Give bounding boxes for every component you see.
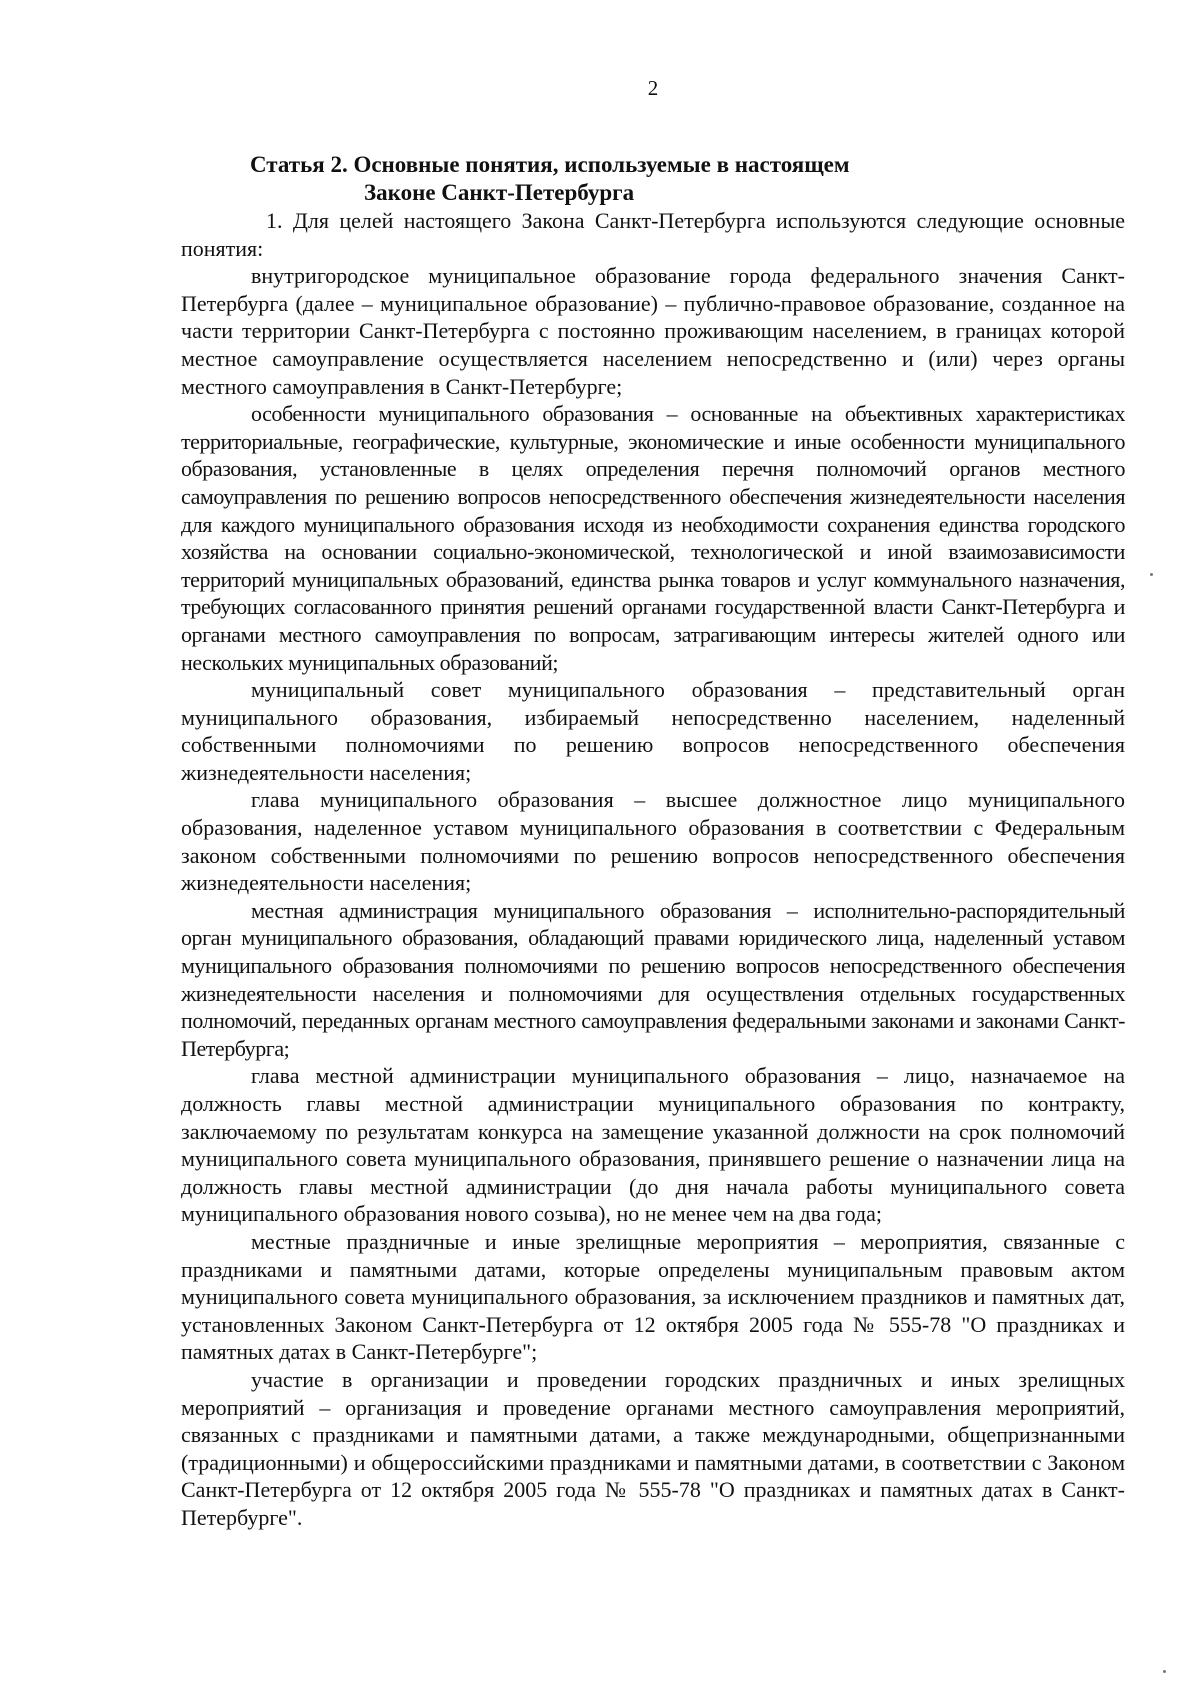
article-heading <box>250 151 1010 207</box>
paragraph-definition-head-of-administration: глава местной администрации муниципального образования – лицо, назначаемое на должность главы местной администрации муниципального образования по контракту, заключаемому по результатам конкурса на замещение указанной должности на срок полномочий муниципального совета муниципального образования, принявшего решение о назначении лица на должность главы местной администрации (до дня начала работы муниципального совета муниципального образования нового созыва), но не менее чем на два года; <box>181 1063 1125 1227</box>
paragraph-intro: 1. Для целей настоящего Закона Санкт-Петербурга используются следующие основные понятия: <box>181 208 1125 261</box>
article-body <box>181 207 1125 1532</box>
scan-speck <box>1150 573 1153 576</box>
paragraph-definition-local-events: местные праздничные и иные зрелищные мероприятия – мероприятия, связанные с праздниками и памятными датами, которые определены муниципальным правовым актом муниципального совета муниципального образования, за исключением праздников и памятных дат, установленных Законом Санкт-Петербурга от 12 октября 2005 года № 555-78 "О праздниках и памятных датах в Санкт-Петербурге"; <box>181 1228 1125 1365</box>
paragraph-definition-municipal-council: муниципальный совет муниципального образования – представительный орган муниципального образования, избираемый непосредственно населением, наделенный собственными полномочиями по решению вопросов непосредственного обеспечения жизнедеятельности населения; <box>181 677 1125 785</box>
page-number: 2 <box>647 76 659 100</box>
paragraph-definition-city-events: участие в организации и проведении городских праздничных и иных зрелищных мероприятий – организация и проведение органами местного самоуправления мероприятий, связанных с праздниками и памятными датами, а также международными, общепризнанными (традиционными) и общероссийскими праздниками и памятными датами, в соответствии с Законом Санкт-Петербурга от 12 октября 2005 года № 555-78 "О праздниках и памятных датах в Санкт-Петербурге". <box>181 1366 1125 1530</box>
paragraph-definition-head-of-municipality: глава муниципального образования – высшее должностное лицо муниципального образования, наделенное уставом муниципального образования в соответствии с Федеральным законом собственными полномочиями по решению вопросов непосредственного обеспечения жизнедеятельности населения; <box>181 787 1125 896</box>
scan-speck <box>1163 1670 1166 1673</box>
paragraph-definition-local-administration: местная администрация муниципального образования – исполнительно-распорядительный орган муниципального образования, обладающий правами юридического лица, наделенный уставом муниципального образования полномочиями по решению вопросов непосредственного обеспечения жизнедеятельности населения и полномочиями для осуществления отдельных государственных полномочий, переданных органам местного самоуправления федеральными законами и законами Санкт-Петербурга; <box>181 897 1125 1061</box>
article-title-line-2: Законе Санкт-Петербурга <box>364 180 635 205</box>
article-title-line-1: Статья 2. Основные понятия, используемые в настоящем <box>250 152 850 177</box>
paragraph-definition-municipal-formation: внутригородское муниципальное образование города федерального значения Санкт-Петербурга (далее – муниципальное образование) – публично-правовое образование, созданное на части территории Санкт-Петербурга с постоянно проживающим населением, в границах которой местное самоуправление осуществляется населением непосредственно и (или) через органы местного самоуправления в Санкт-Петербурге; <box>181 263 1125 399</box>
paragraph-definition-features: особенности муниципального образования – основанные на объективных характеристиках территориальные, географические, культурные, экономические и иные особенности муниципального образования, установленные в целях определения перечня полномочий органов местного самоуправления по решению вопросов непосредственного обеспечения жизнедеятельности населения для каждого муниципального образования исходя из необходимости сохранения единства городского хозяйства на основании социально-экономической, технологической и иной взаимозависимости территорий муниципальных образований, единства рынка товаров и услуг коммунального назначения, требующих согласованного принятия решений органами государственной власти Санкт-Петербурга и органами местного самоуправления по вопросам, затрагивающим интересы жителей одного или нескольких муниципальных образований; <box>181 401 1125 675</box>
